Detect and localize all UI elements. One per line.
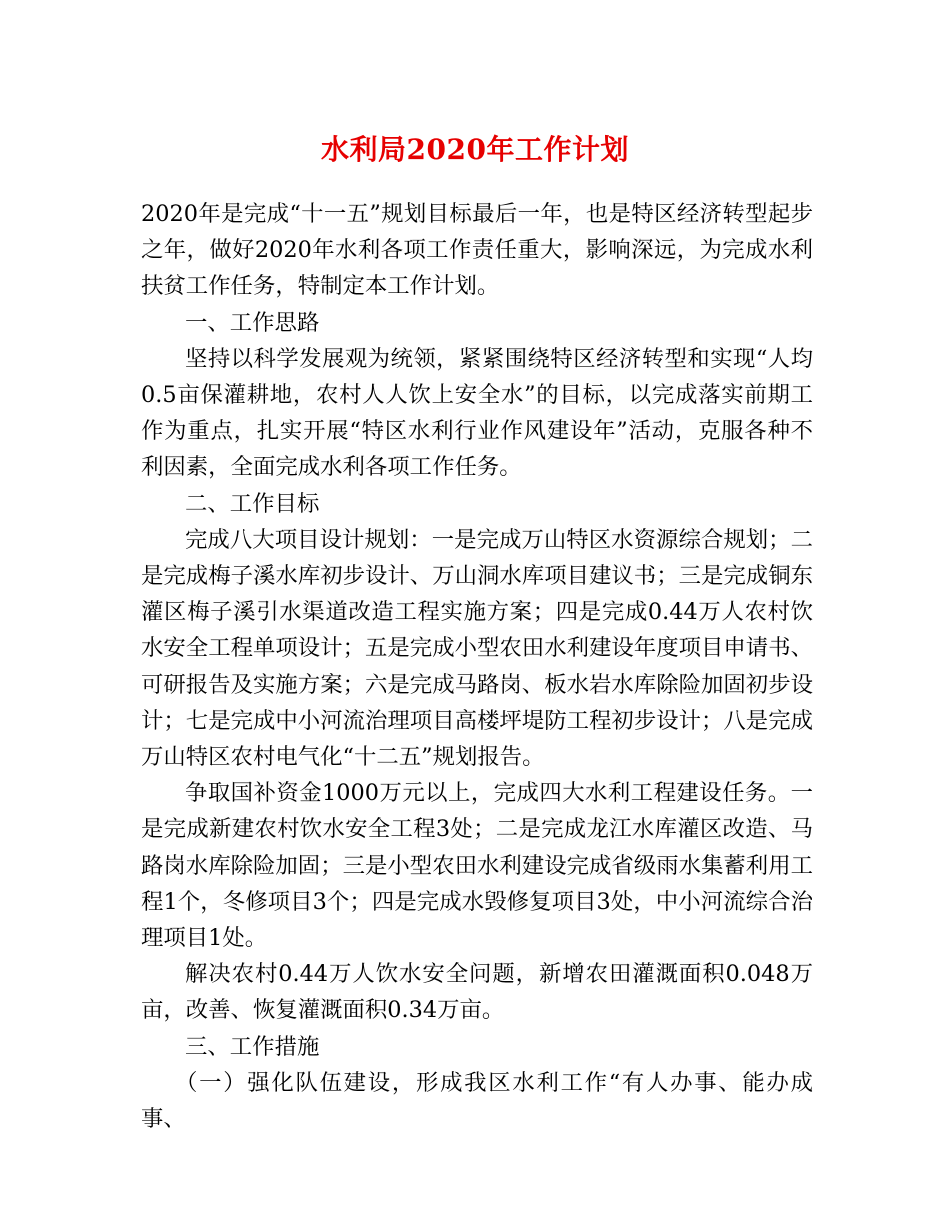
- section-heading-work-goals: 二、工作目标: [185, 490, 320, 517]
- paragraph-measure-1: （一）强化队伍建设，形成我区水利工作“有人办事、能办成事、: [141, 1069, 813, 1133]
- document-title: 水利局2020年工作计划: [321, 133, 629, 166]
- paragraph-intro: 2020年是完成“十一五”规划目标最后一年，也是特区经济转型起步之年，做好2020年水利各项工作责任重大，影响深远，为完成水利扶贫工作任务，特制定本工作计划。: [141, 201, 813, 300]
- document-body: [141, 196, 813, 1137]
- paragraph-construction-tasks: 争取国补资金1000万元以上，完成四大水利工程建设任务。一是完成新建农村饮水安全工程3处；二是完成龙江水库灌区改造、马路岗水库除险加固；三是小型农田水利建设完成省级雨水集蓄利用工程1个，冬修项目3个；四是完成水毁修复项目3处，中小河流综合治理项目1处。: [141, 780, 813, 952]
- section-heading-work-idea: 一、工作思路: [185, 309, 320, 336]
- section-heading-work-measures: 三、工作措施: [185, 1033, 320, 1060]
- paragraph-water-safety: 解决农村0.44万人饮水安全问题，新增农田灌溉面积0.048万亩，改善、恢复灌溉面积0.34万亩。: [141, 961, 813, 1024]
- paragraph-design-planning: 完成八大项目设计规划：一是完成万山特区水资源综合规划；二是完成梅子溪水库初步设计、万山洞水库项目建议书；三是完成铜东灌区梅子溪引水渠道改造工程实施方案；四是完成0.44万人农村饮水安全工程单项设计；五是完成小型农田水利建设年度项目申请书、可研报告及实施方案；六是完成马路岗、板水岩水库除险加固初步设计；七是完成中小河流治理项目高楼坪堤防工程初步设计；八是完成万山特区农村电气化“十二五”规划报告。: [141, 526, 813, 771]
- paragraph-work-idea: 坚持以科学发展观为统领，紧紧围绕特区经济转型和实现“人均0.5亩保灌耕地，农村人人饮上安全水”的目标，以完成落实前期工作为重点，扎实开展“特区水利行业作风建设年”活动，克服各种不利因素，全面完成水利各项工作任务。: [141, 345, 813, 481]
